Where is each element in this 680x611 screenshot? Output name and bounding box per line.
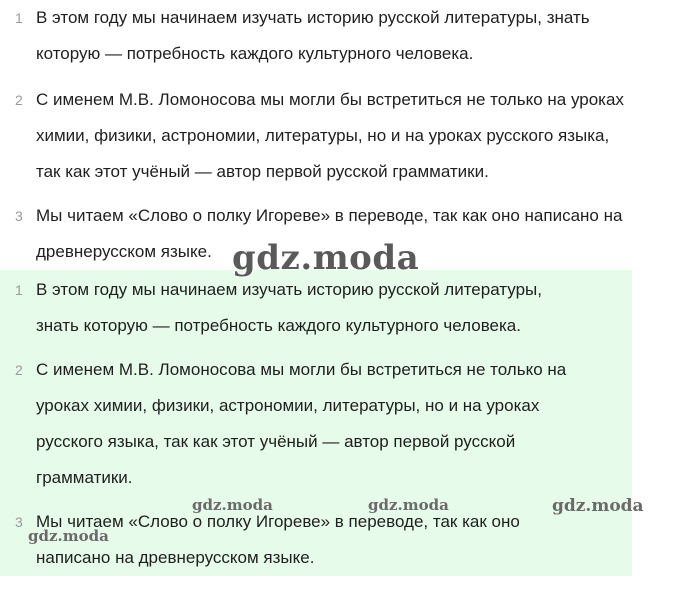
item-text-line: С именем М.В. Ломоносова мы могли бы встретиться не только на уроках [36,90,624,109]
item-text-line: русского языка, так как этот учёный — автор первой русской [36,432,516,451]
watermark-logo: gdz.moda [192,496,273,514]
item-text-line: написано на древнерусском языке. [36,548,315,567]
item-text-line: Мы читаем «Слово о полку Игореве» в переводе, так как оно написано на [36,206,623,225]
item-number: 3 [15,208,23,224]
watermark-logo: gdz.moda [232,238,420,278]
watermark-logo: gdz.moda [552,496,644,516]
watermark-logo: gdz.moda [368,496,449,514]
item-number: 2 [15,92,23,108]
item-text-line: химии, физики, астрономии, литературы, но и на уроках русского языка, [36,126,610,145]
item-text-line: В этом году мы начинаем изучать историю русской литературы, знать [36,8,590,27]
item-text-line: уроках химии, физики, астрономии, литературы, но и на уроках [36,396,540,415]
item-text-line: грамматики. [36,468,133,487]
item-text-line: древнерусском языке. [36,242,212,261]
item-number: 3 [15,514,23,530]
exercise-list-corrected [0,270,632,576]
item-number: 2 [15,362,23,378]
item-number: 1 [15,10,23,26]
item-text-line: Мы читаем «Слово о полку Игореве» в переводе, так как оно [36,512,520,531]
item-number: 1 [15,282,23,298]
item-text-line: так как этот учёный — автор первой русской грамматики. [36,162,489,181]
item-text-line: С именем М.В. Ломоносова мы могли бы встретиться не только на [36,360,567,379]
item-text-line: В этом году мы начинаем изучать историю русской литературы, [36,280,542,299]
item-text-line: знать которую — потребность каждого культурного человека. [36,316,521,335]
watermark-logo: gdz.moda [28,527,109,545]
item-text-line: которую — потребность каждого культурного человека. [36,44,474,63]
